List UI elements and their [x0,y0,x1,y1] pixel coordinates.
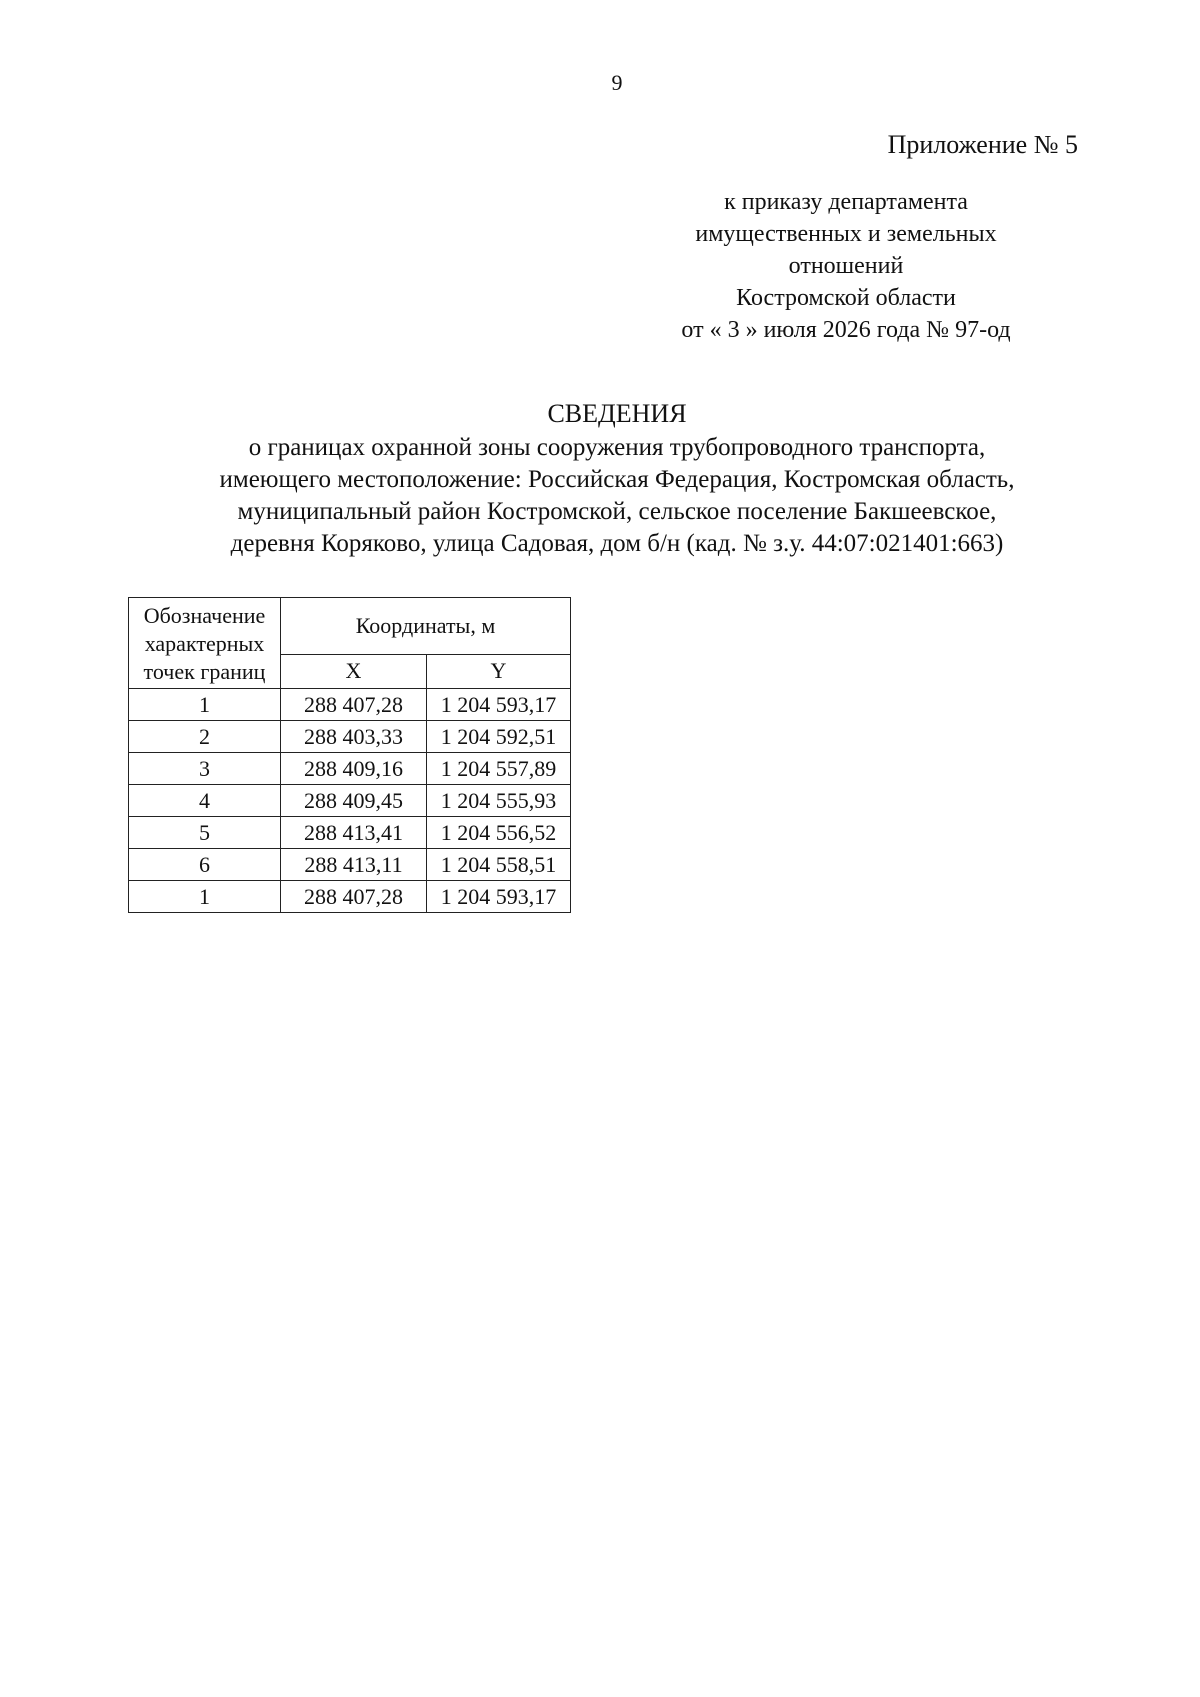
cell-y: 1 204 558,51 [427,849,571,881]
table-row [129,689,571,721]
header-point-line: точек границ [143,659,266,684]
cell-point: 5 [129,817,281,849]
table-row [129,785,571,817]
table-row [129,817,571,849]
subtitle-line: имеющего местоположение: Российская Федерация, Костромская область, [219,466,1015,493]
document-title: СВЕДЕНИЯ [547,399,687,428]
order-ref-line: от « 3 » июля 2026 года № 97-од [681,317,1011,343]
cell-x: 288 407,28 [281,689,427,721]
cell-point: 4 [129,785,281,817]
order-ref-line: к приказу департамента [724,189,968,215]
order-ref-line: Костромской области [736,285,956,311]
cell-x: 288 409,45 [281,785,427,817]
table-row [129,881,571,913]
order-ref-line: отношений [788,253,904,279]
header-coordinates: Координаты, м [281,598,571,655]
document-subtitle [100,432,1100,560]
table-row [129,753,571,785]
cell-y: 1 204 593,17 [427,689,571,721]
order-ref-line: имущественных и земельных [695,221,997,247]
cell-x: 288 407,28 [281,881,427,913]
cell-y: 1 204 592,51 [427,721,571,753]
subtitle-line: о границах охранной зоны сооружения трубопроводного транспорта, [248,434,986,461]
header-point-line: Обозначение [143,603,266,628]
cell-y: 1 204 555,93 [427,785,571,817]
appendix-label: Приложение № 5 [887,130,1078,159]
cell-y: 1 204 593,17 [427,881,571,913]
header-point-line: характерных [144,631,265,656]
coordinates-table [128,597,571,913]
order-reference [606,186,1086,346]
cell-x: 288 413,41 [281,817,427,849]
cell-x: 288 413,11 [281,849,427,881]
cell-x: 288 409,16 [281,753,427,785]
cell-y: 1 204 556,52 [427,817,571,849]
cell-point: 1 [129,881,281,913]
cell-x: 288 403,33 [281,721,427,753]
subtitle-line: деревня Коряково, улица Садовая, дом б/н (кад. № з.у. 44:07:021401:663) [230,530,1004,557]
cell-point: 6 [129,849,281,881]
table-row [129,721,571,753]
cell-point: 3 [129,753,281,785]
subtitle-line: муниципальный район Костромской, сельское поселение Бакшеевское, [237,498,997,525]
header-x: X [281,654,427,688]
table-header-row [129,598,571,655]
table-row [129,849,571,881]
page-number: 9 [611,70,623,95]
cell-point: 1 [129,689,281,721]
header-point-designation [129,598,281,689]
header-y: Y [427,654,571,688]
cell-point: 2 [129,721,281,753]
cell-y: 1 204 557,89 [427,753,571,785]
